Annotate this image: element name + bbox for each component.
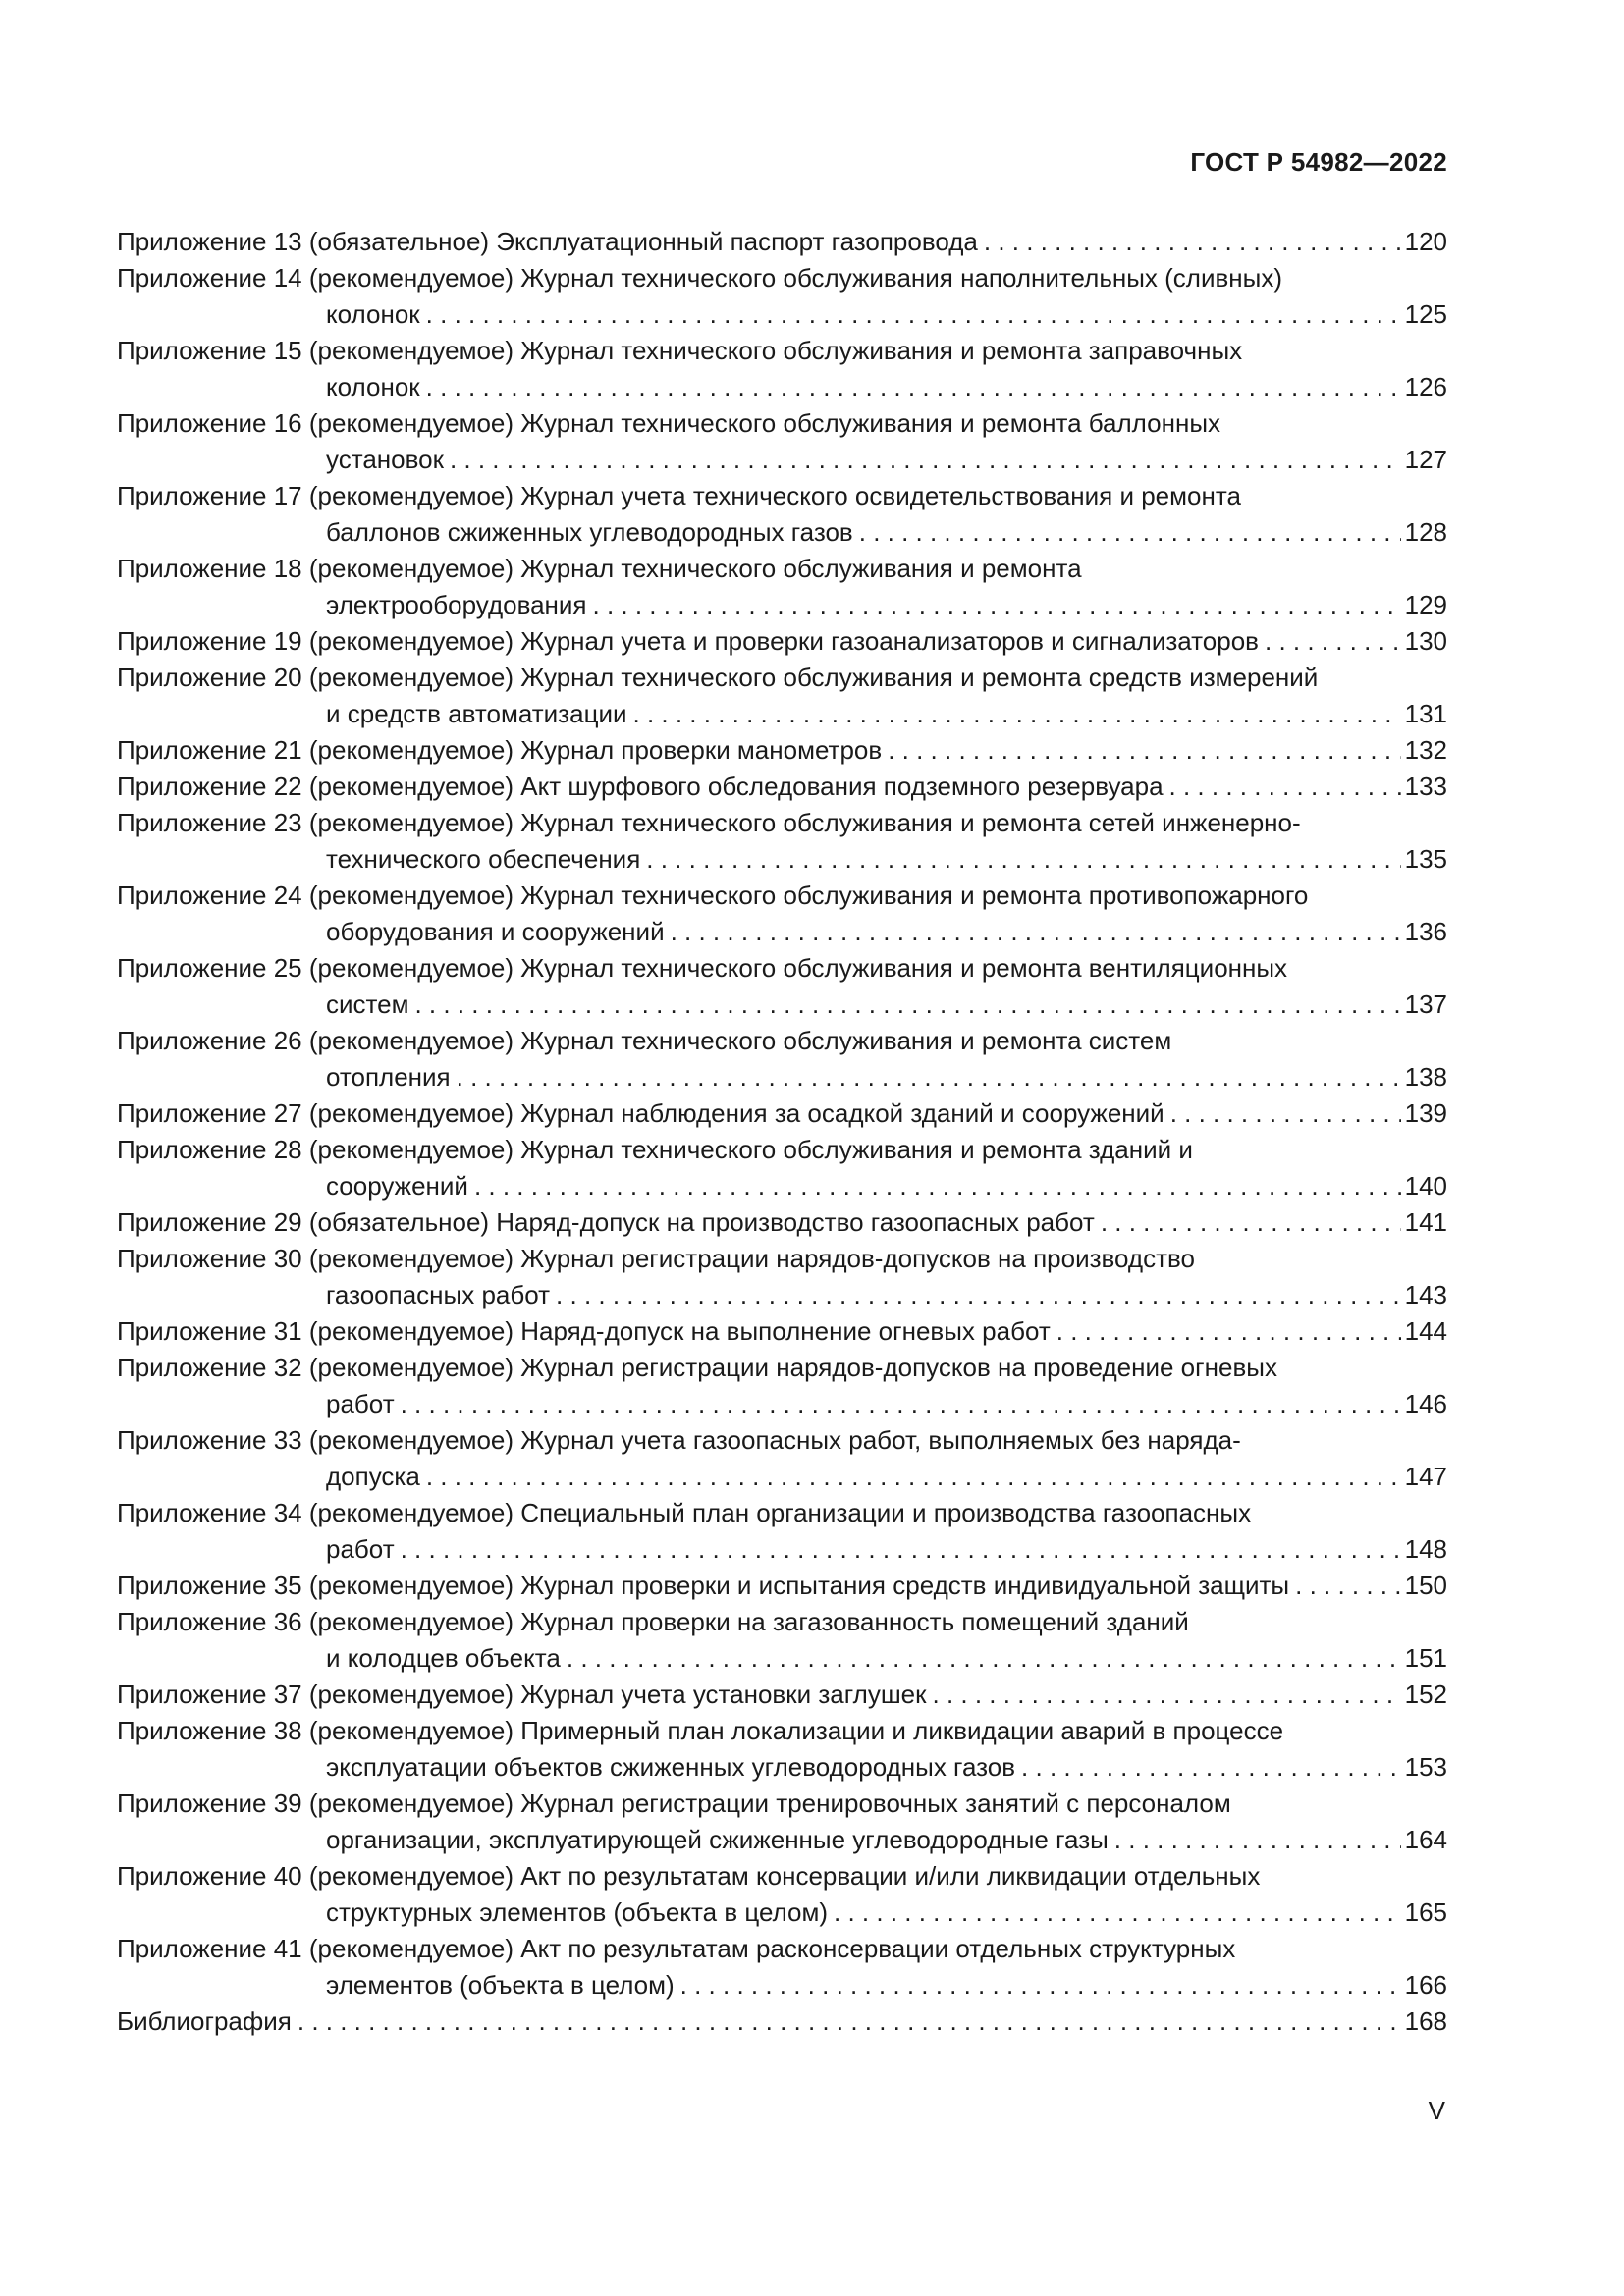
toc-entry-text: Приложение 14 (рекомендуемое) Журнал технического обслуживания наполнительных (сливных) — [117, 263, 1282, 293]
toc-page-number: 146 — [1404, 1389, 1447, 1418]
toc-page-number: 126 — [1404, 372, 1447, 401]
toc-entry-title-line — [117, 1095, 1447, 1132]
toc-entry[interactable] — [117, 478, 1447, 551]
toc-entry-title-line — [117, 260, 1447, 296]
toc-entry-title-line — [117, 769, 1447, 805]
toc-entry-continuation-line — [117, 1822, 1447, 1858]
toc-entry-text: колонок — [326, 299, 420, 329]
toc-page-number: 140 — [1404, 1171, 1447, 1201]
toc-entry[interactable] — [117, 1023, 1447, 1095]
toc-page-number: 141 — [1404, 1207, 1447, 1237]
toc-entry[interactable] — [117, 1422, 1447, 1495]
toc-entry[interactable] — [117, 1204, 1447, 1241]
toc-page-number: 139 — [1404, 1098, 1447, 1128]
toc-entry-title-line — [117, 405, 1447, 442]
toc-leader-dots — [401, 1386, 1401, 1422]
toc-leader-dots — [414, 987, 1400, 1023]
toc-entry[interactable] — [117, 260, 1447, 333]
toc-entry[interactable] — [117, 1677, 1447, 1713]
toc-entry-text: структурных элементов (объекта в целом) — [326, 1897, 829, 1927]
toc-entry-title-line — [117, 1786, 1447, 1822]
toc-entry[interactable] — [117, 660, 1447, 732]
toc-entry-text: Приложение 34 (рекомендуемое) Специальный план организации и производства газоопасных — [117, 1498, 1252, 1527]
toc-entry-text: работ — [326, 1389, 395, 1418]
toc-entry-text: Приложение 24 (рекомендуемое) Журнал технического обслуживания и ремонта противопожарного — [117, 881, 1309, 910]
toc-leader-dots — [859, 514, 1401, 551]
toc-entry-continuation-line — [117, 1967, 1447, 2003]
toc-entry[interactable] — [117, 1713, 1447, 1786]
toc-entry-continuation-line — [117, 296, 1447, 333]
toc-entry-text: Приложение 32 (рекомендуемое) Журнал регистрации нарядов-допусков на проведение огневых — [117, 1353, 1277, 1382]
toc-leader-dots — [1169, 769, 1401, 805]
toc-entry-title-line — [117, 805, 1447, 841]
toc-entry-title-line — [117, 1422, 1447, 1459]
toc-entry-title-line — [117, 1713, 1447, 1749]
toc-leader-dots — [426, 369, 1401, 405]
toc-page-number: 153 — [1404, 1752, 1447, 1782]
toc-entry[interactable] — [117, 224, 1447, 260]
toc-entry-text: сооружений — [326, 1171, 468, 1201]
toc-entry-continuation-line — [117, 1059, 1447, 1095]
toc-entry-text: баллонов сжиженных углеводородных газов — [326, 517, 853, 547]
toc-page-number: 147 — [1404, 1462, 1447, 1491]
toc-page-number: 133 — [1404, 772, 1447, 801]
toc-page-number: 150 — [1404, 1571, 1447, 1600]
toc-entry-text: организации, эксплуатирующей сжиженные углеводородные газы — [326, 1825, 1109, 1854]
toc-entry-text: Приложение 16 (рекомендуемое) Журнал технического обслуживания и ремонта баллонных — [117, 408, 1221, 438]
toc-entry-text: допуска — [326, 1462, 420, 1491]
toc-page-number: 165 — [1404, 1897, 1447, 1927]
toc-page-number: 132 — [1404, 735, 1447, 765]
toc-entry-text: Приложение 33 (рекомендуемое) Журнал учета газоопасных работ, выполняемых без наряда- — [117, 1425, 1241, 1455]
toc-leader-dots — [984, 224, 1401, 260]
toc-entry-text: Приложение 18 (рекомендуемое) Журнал технического обслуживания и ремонта — [117, 554, 1082, 583]
toc-entry-title-line — [117, 1604, 1447, 1640]
toc-entry-title-line — [117, 878, 1447, 914]
toc-entry-continuation-line — [117, 1386, 1447, 1422]
toc-leader-dots — [567, 1640, 1401, 1677]
toc-entry-text: установок — [326, 445, 444, 474]
toc-entry-continuation-line — [117, 1168, 1447, 1204]
toc-entry-title-line — [117, 1350, 1447, 1386]
toc-entry-text: работ — [326, 1534, 395, 1564]
toc-entry[interactable] — [117, 1786, 1447, 1858]
toc-entry-continuation-line — [117, 442, 1447, 478]
toc-leader-dots — [834, 1895, 1401, 1931]
toc-entry-text: Приложение 31 (рекомендуемое) Наряд-допуск на выполнение огневых работ — [117, 1316, 1051, 1346]
toc-entry-continuation-line — [117, 1895, 1447, 1931]
toc-entry-text: Приложение 25 (рекомендуемое) Журнал технического обслуживания и ремонта вентиляционных — [117, 953, 1288, 983]
toc-page-number: 152 — [1404, 1680, 1447, 1709]
toc-leader-dots — [933, 1677, 1401, 1713]
toc-entry[interactable] — [117, 1858, 1447, 1931]
toc-entry-text: отопления — [326, 1062, 451, 1092]
toc-page-number: 144 — [1404, 1316, 1447, 1346]
toc-entry[interactable] — [117, 732, 1447, 769]
toc-leader-dots — [1265, 623, 1401, 660]
toc-entry[interactable] — [117, 1095, 1447, 1132]
toc-entry[interactable] — [117, 1495, 1447, 1568]
toc-entry-title-line — [117, 623, 1447, 660]
toc-entry-continuation-line — [117, 841, 1447, 878]
toc-entry-continuation-line — [117, 369, 1447, 405]
toc-entry[interactable] — [117, 551, 1447, 623]
toc-entry[interactable] — [117, 878, 1447, 950]
toc-entry-title-line — [117, 2003, 1447, 2040]
document-code-header: ГОСТ Р 54982—2022 — [1190, 147, 1447, 177]
toc-entry-continuation-line — [117, 696, 1447, 732]
toc-entry-continuation-line — [117, 1531, 1447, 1568]
toc-entry-text: Приложение 21 (рекомендуемое) Журнал проверки манометров — [117, 735, 883, 765]
toc-entry-text: Приложение 39 (рекомендуемое) Журнал регистрации тренировочных занятий с персоналом — [117, 1789, 1231, 1818]
toc-entry-title-line — [117, 1313, 1447, 1350]
toc-entry-text: Приложение 29 (обязательное) Наряд-допуск на производство газоопасных работ — [117, 1207, 1095, 1237]
toc-leader-dots — [426, 296, 1401, 333]
toc-leader-dots — [1101, 1204, 1401, 1241]
toc-entry-title-line — [117, 660, 1447, 696]
toc-entry-text: Приложение 15 (рекомендуемое) Журнал технического обслуживания и ремонта заправочных — [117, 336, 1243, 365]
toc-entry[interactable] — [117, 1350, 1447, 1422]
toc-leader-dots — [671, 914, 1401, 950]
toc-entry[interactable] — [117, 805, 1447, 878]
toc-page-number: 151 — [1404, 1643, 1447, 1673]
toc-entry-title-line — [117, 1677, 1447, 1713]
toc-entry-text: Приложение 17 (рекомендуемое) Журнал учета технического освидетельствования и ремонта — [117, 481, 1241, 510]
toc-entry-text: Приложение 40 (рекомендуемое) Акт по результатам консервации и/или ликвидации отдельных — [117, 1861, 1261, 1891]
toc-page-number: 166 — [1404, 1970, 1447, 2000]
toc-entry-text: и колодцев объекта — [326, 1643, 561, 1673]
toc-entry-text: колонок — [326, 372, 420, 401]
toc-entry-text: Приложение 36 (рекомендуемое) Журнал проверки на загазованность помещений зданий — [117, 1607, 1189, 1636]
toc-leader-dots — [1295, 1568, 1400, 1604]
toc-page-number: 120 — [1404, 227, 1447, 256]
toc-entry-title-line — [117, 1495, 1447, 1531]
toc-leader-dots — [298, 2003, 1401, 2040]
toc-entry-text: Библиография — [117, 2006, 292, 2036]
toc-leader-dots — [633, 696, 1401, 732]
toc-entry-text: технического обеспечения — [326, 844, 641, 874]
toc-leader-dots — [680, 1967, 1401, 2003]
toc-entry-continuation-line — [117, 514, 1447, 551]
toc-page-number: 129 — [1404, 590, 1447, 619]
toc-entry-title-line — [117, 333, 1447, 369]
toc-entry-title-line — [117, 1858, 1447, 1895]
toc-page-number: 127 — [1404, 445, 1447, 474]
toc-entry-continuation-line — [117, 587, 1447, 623]
toc-leader-dots — [1021, 1749, 1401, 1786]
toc-entry-continuation-line — [117, 1749, 1447, 1786]
toc-leader-dots — [474, 1168, 1401, 1204]
toc-entry[interactable] — [117, 1132, 1447, 1204]
toc-entry-text: Приложение 37 (рекомендуемое) Журнал учета установки заглушек — [117, 1680, 927, 1709]
toc-entry[interactable] — [117, 333, 1447, 405]
toc-leader-dots — [1114, 1822, 1401, 1858]
toc-entry-title-line — [117, 1132, 1447, 1168]
toc-entry-title-line — [117, 224, 1447, 260]
toc-leader-dots — [1170, 1095, 1401, 1132]
page-number: V — [1428, 2096, 1445, 2125]
toc-entry-text: Приложение 28 (рекомендуемое) Журнал технического обслуживания и ремонта зданий и — [117, 1135, 1193, 1164]
toc-entry-text: Приложение 13 (обязательное) Эксплуатационный паспорт газопровода — [117, 227, 978, 256]
toc-entry-text: оборудования и сооружений — [326, 917, 665, 946]
toc-entry-text: Приложение 19 (рекомендуемое) Журнал учета и проверки газоанализаторов и сигнализаторов — [117, 626, 1259, 656]
toc-page-number: 164 — [1404, 1825, 1447, 1854]
toc-entry-title-line — [117, 1023, 1447, 1059]
toc-entry-text: Приложение 22 (рекомендуемое) Акт шурфового обследования подземного резервуара — [117, 772, 1164, 801]
toc-page-number: 130 — [1404, 626, 1447, 656]
toc-entry-title-line — [117, 1204, 1447, 1241]
toc-entry-title-line — [117, 1931, 1447, 1967]
toc-entry-title-line — [117, 551, 1447, 587]
toc-entry[interactable] — [117, 1241, 1447, 1313]
toc-entry[interactable] — [117, 950, 1447, 1023]
toc-leader-dots — [593, 587, 1401, 623]
toc-page-number: 136 — [1404, 917, 1447, 946]
table-of-contents — [117, 224, 1447, 2040]
toc-entry-text: Приложение 30 (рекомендуемое) Журнал регистрации нарядов-допусков на производство — [117, 1244, 1195, 1273]
toc-leader-dots — [457, 1059, 1401, 1095]
toc-leader-dots — [1056, 1313, 1401, 1350]
toc-entry[interactable] — [117, 2003, 1447, 2040]
toc-entry-title-line — [117, 732, 1447, 769]
toc-page-number: 138 — [1404, 1062, 1447, 1092]
toc-entry-text: и средств автоматизации — [326, 699, 627, 728]
toc-entry-text: Приложение 38 (рекомендуемое) Примерный план локализации и ликвидации аварий в процессе — [117, 1716, 1284, 1745]
toc-entry-text: Приложение 41 (рекомендуемое) Акт по результатам расконсервации отдельных структурных — [117, 1934, 1236, 1963]
toc-page-number: 143 — [1404, 1280, 1447, 1309]
toc-page-number: 131 — [1404, 699, 1447, 728]
toc-entry-text: Приложение 23 (рекомендуемое) Журнал технического обслуживания и ремонта сетей инженерно- — [117, 808, 1301, 837]
toc-page-number: 137 — [1404, 989, 1447, 1019]
toc-entry-title-line — [117, 478, 1447, 514]
toc-leader-dots — [401, 1531, 1401, 1568]
toc-entry[interactable] — [117, 1931, 1447, 2003]
toc-entry-text: электрооборудования — [326, 590, 587, 619]
toc-entry[interactable] — [117, 769, 1447, 805]
toc-page-number: 148 — [1404, 1534, 1447, 1564]
toc-entry-continuation-line — [117, 1277, 1447, 1313]
toc-entry-text: систем — [326, 989, 409, 1019]
toc-entry[interactable] — [117, 1313, 1447, 1350]
toc-entry-text: Приложение 20 (рекомендуемое) Журнал технического обслуживания и ремонта средств измерений — [117, 663, 1319, 692]
toc-entry-text: газоопасных работ — [326, 1280, 551, 1309]
toc-entry-text: Приложение 35 (рекомендуемое) Журнал проверки и испытания средств индивидуальной защиты — [117, 1571, 1290, 1600]
toc-entry[interactable] — [117, 1604, 1447, 1677]
toc-page-number: 128 — [1404, 517, 1447, 547]
toc-page-number: 168 — [1404, 2006, 1447, 2036]
toc-leader-dots — [646, 841, 1400, 878]
toc-entry-title-line — [117, 1568, 1447, 1604]
toc-entry-text: эксплуатации объектов сжиженных углеводородных газов — [326, 1752, 1016, 1782]
toc-entry-title-line — [117, 1241, 1447, 1277]
toc-entry-continuation-line — [117, 1640, 1447, 1677]
toc-entry[interactable] — [117, 1568, 1447, 1604]
toc-entry-continuation-line — [117, 914, 1447, 950]
toc-leader-dots — [450, 442, 1401, 478]
toc-entry-text: Приложение 27 (рекомендуемое) Журнал наблюдения за осадкой зданий и сооружений — [117, 1098, 1164, 1128]
toc-entry-continuation-line — [117, 1459, 1447, 1495]
toc-leader-dots — [426, 1459, 1401, 1495]
toc-page-number: 125 — [1404, 299, 1447, 329]
toc-entry[interactable] — [117, 623, 1447, 660]
toc-page-number: 135 — [1404, 844, 1447, 874]
toc-entry-text: Приложение 26 (рекомендуемое) Журнал технического обслуживания и ремонта систем — [117, 1026, 1172, 1055]
toc-entry-text: элементов (объекта в целом) — [326, 1970, 675, 2000]
toc-entry-continuation-line — [117, 987, 1447, 1023]
toc-leader-dots — [556, 1277, 1401, 1313]
toc-leader-dots — [888, 732, 1400, 769]
toc-entry-title-line — [117, 950, 1447, 987]
toc-entry[interactable] — [117, 405, 1447, 478]
